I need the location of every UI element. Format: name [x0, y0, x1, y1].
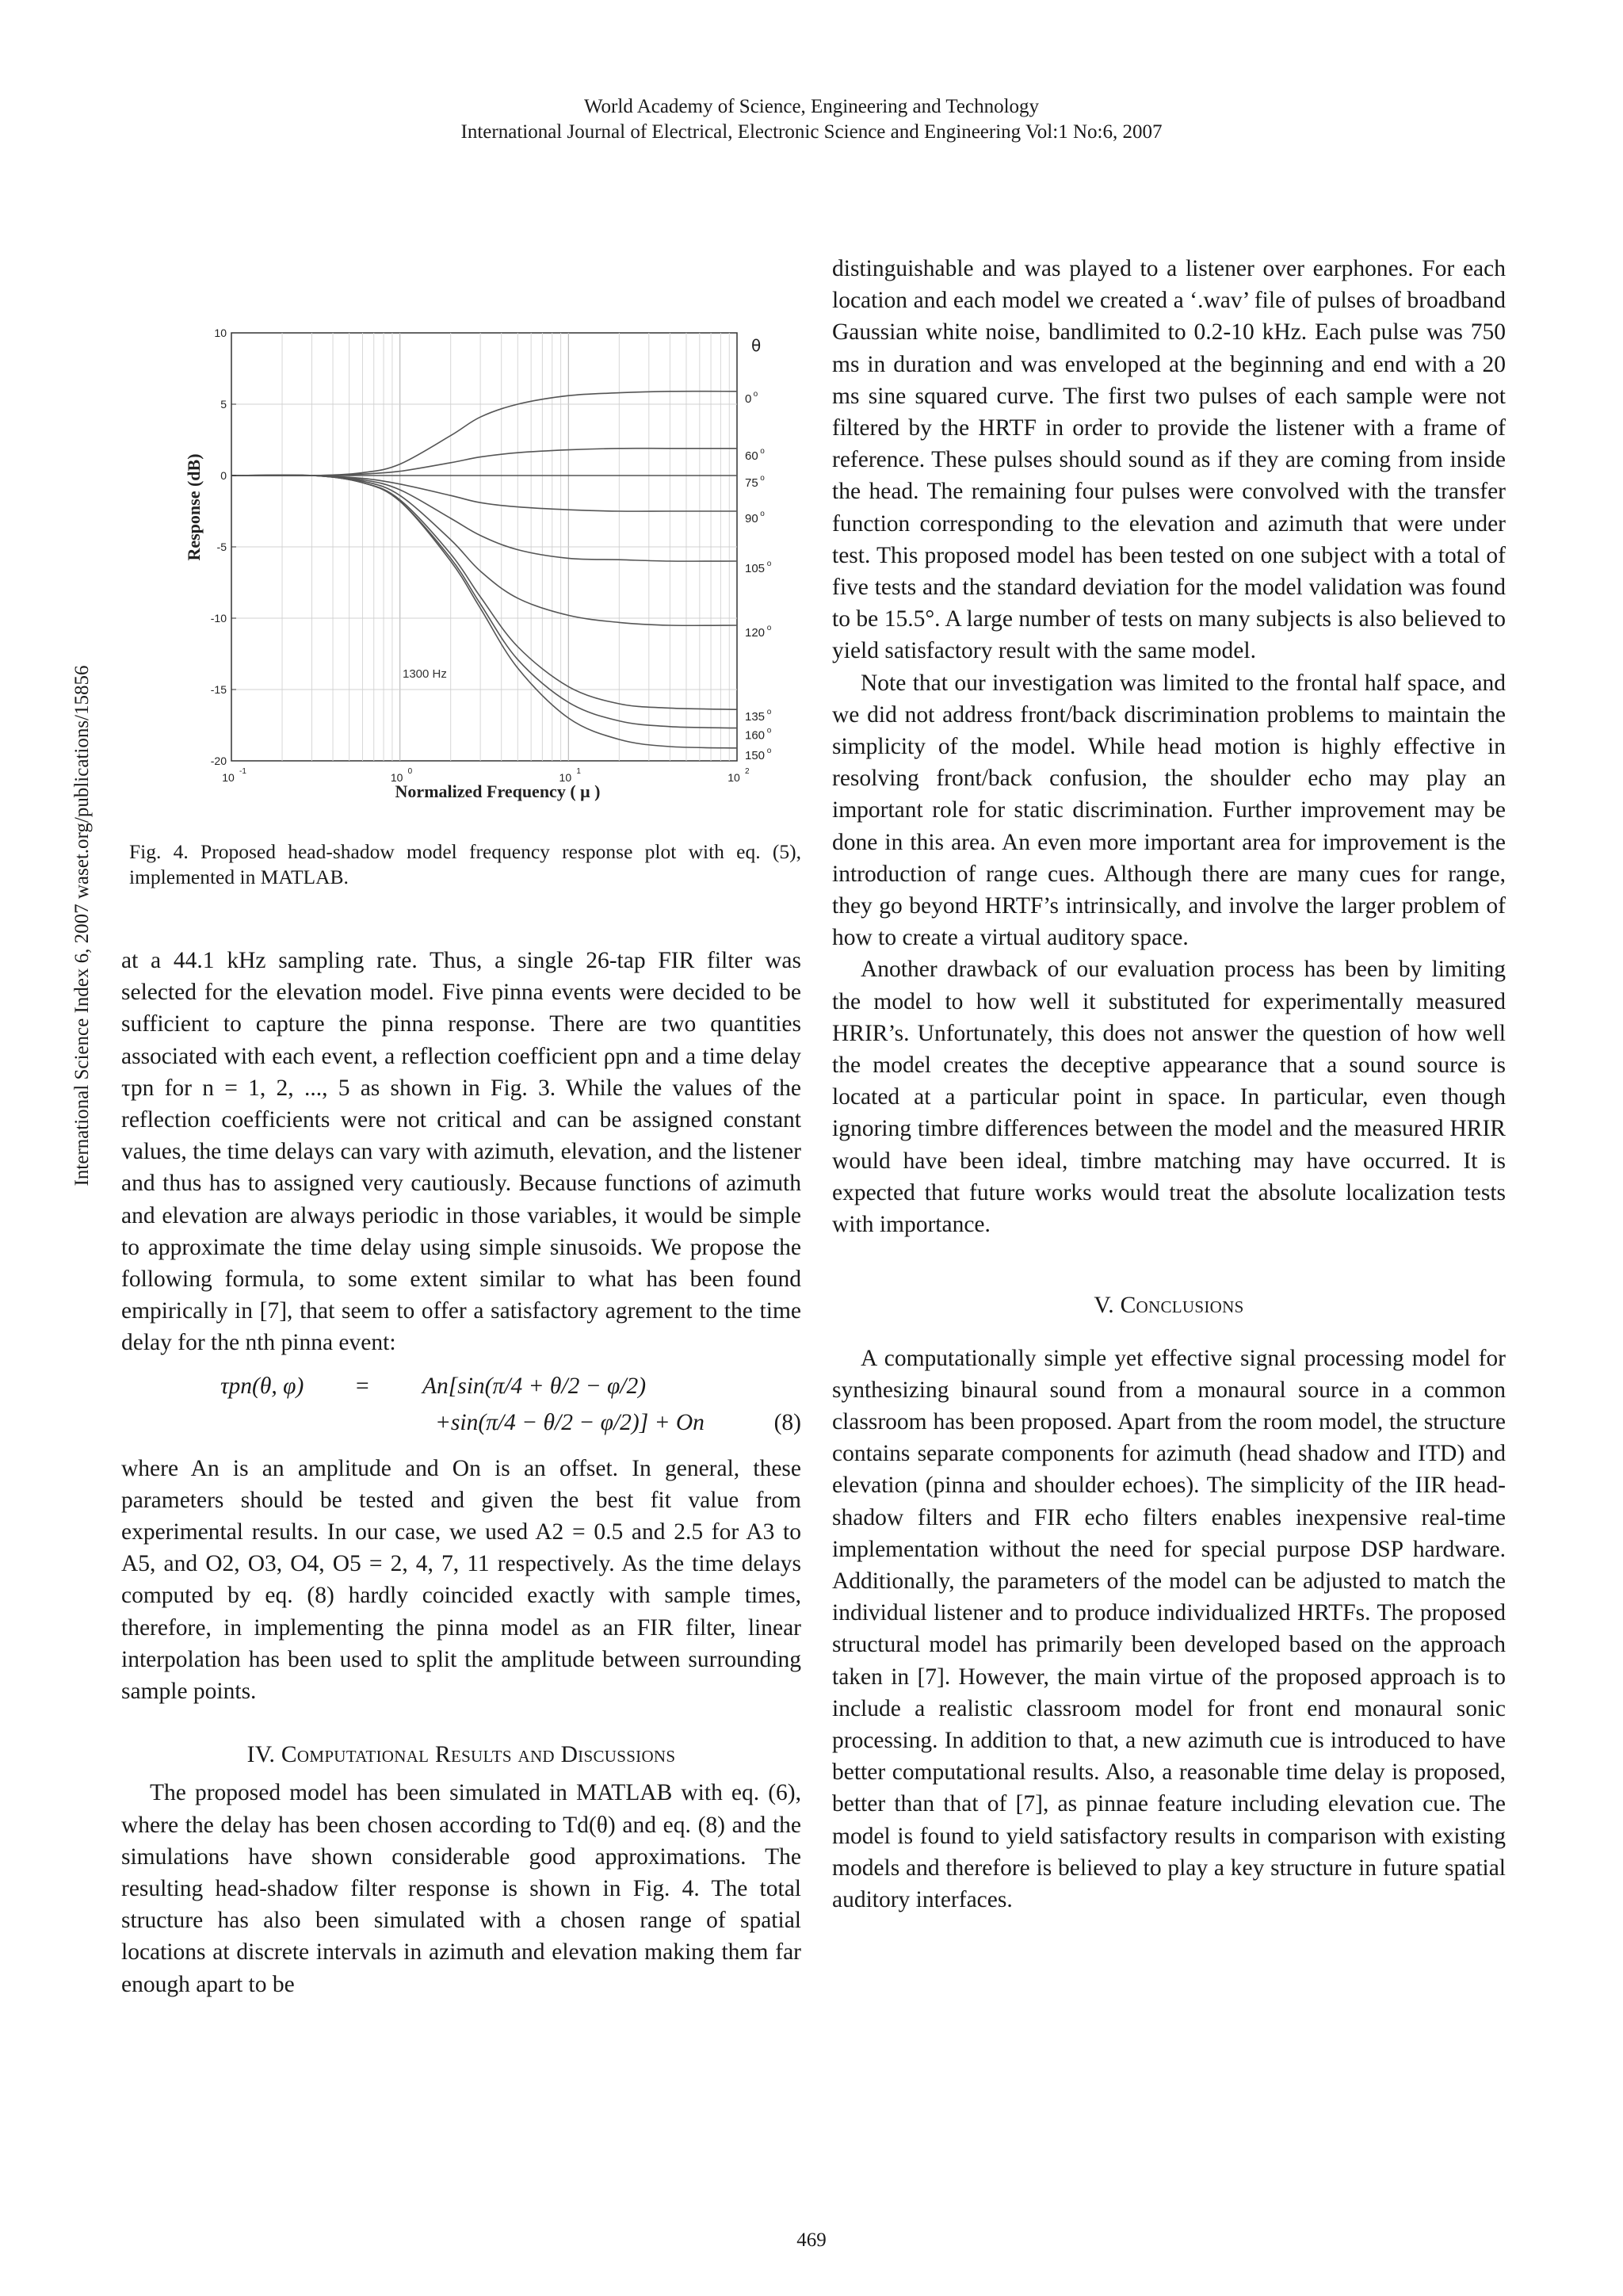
y-tick-label: 0 — [220, 469, 227, 482]
legend-degree-symbol: o — [760, 446, 765, 456]
section-heading-v: V. Conclusions — [1094, 1293, 1244, 1319]
journal-header-line2: International Journal of Electrical, Electronic Science and Engineering Vol:1 No:6, 2007 — [460, 121, 1163, 143]
right-p1-text: distinguishable and was played to a listener over earphones. For each location and each model we created a ‘.wav’ file of pulses of broadband Gaussian white noise, bandlimited to 0.2-10 kHz. Each pulse was 750 ms in duration and was enveloped at the beginning and end with a 20 ms sine squared curve. The first two pulses of each sample were not filtered by the HRTF in order to provide the listener with a frame of reference. These pulses should sound as if they are coming from inside the head. The remaining four pulses were convolved with the transfer function corresponding to the elevation and azimuth that were under test. This proposed model has been tested on one subject with a total of five tests and the standard deviation for the model validation was found to be 15.5°. A large number of tests on many subjects is also believed to yield satisfactory result with the same model. — [832, 256, 1506, 664]
legend-degree-symbol: o — [753, 389, 758, 399]
page-number: 469 — [796, 2229, 827, 2251]
right-paragraph-1 — [832, 253, 1506, 667]
right-p2-text: Note that our investigation was limited to the frontal half space, and we did not address front/back discrimination problems to maintain the simplicity of the model. While head motion is highly effective in resolving front/back confusion, the shoulder echo may play an important role for static discrimination. Further improvement may be done in this area. An even more important area for improvement is the introduction of range cues. Although there are many cues for range, they go beyond HRTF’s intrinsically, and involve the larger problem of how to create a virtual auditory space. — [832, 670, 1506, 951]
left-paragraph-1 — [121, 945, 801, 1359]
legend-theta-symbol: θ — [751, 336, 762, 355]
y-tick-label: 10 — [214, 327, 227, 339]
right-paragraph-2 — [832, 667, 1506, 954]
section-heading-iv: IV. Computational Results and Discussions — [246, 1742, 676, 1768]
x-tick-exponent: 2 — [745, 767, 750, 776]
left-p2-text: where An is an amplitude and On is an offset. In general, these parameters should be tested and given the best fit value from experimental results. In our case, we used A2 = 0.5 and 2.5 for A3 to A5, and O2, O3, O4, O5 = 2, 4, 7, 11 respectively. As the time delays computed by eq. (8) hardly coincided exactly with sample times, therefore, in implementing the pinna model as an FIR filter, linear interpolation has been used to split the amplitude between surrounding sample points. — [121, 1455, 801, 1705]
x-tick-label: 10 — [559, 771, 572, 784]
legend-label-60: 60 — [745, 449, 758, 463]
x-tick-exponent: 1 — [576, 767, 581, 776]
legend-degree-symbol: o — [760, 474, 765, 483]
equation-8 — [121, 1370, 801, 1448]
y-tick-label: -15 — [210, 683, 227, 696]
legend-label-75: 75 — [745, 476, 758, 490]
legend-label-160: 160 — [745, 728, 766, 743]
x-axis-label: Normalized Frequency ( μ ) — [395, 781, 601, 801]
right-p3-text: Another drawback of our evaluation process has been by limiting the model to how well it substituted for experimentally measured HRIR’s. Unfortunately, this does not answer the question of how well the model creates the deceptive appearance that a sound source is located at a particular point in space. In particular, even though ignoring timbre differences between the model and the measured HRIR would have been ideal, timbre matching may have occurred. It is expected that future works would treat the absolute localization tests with importance. — [832, 957, 1506, 1238]
legend-degree-symbol: o — [766, 726, 772, 735]
side-identifier: International Science Index 6, 2007 waset.org/publications/15856 — [71, 665, 93, 1186]
x-tick-exponent: 0 — [407, 767, 413, 776]
figure-caption: Fig. 4. Proposed head-shadow model frequency response plot with eq. (5), implemented in MATLAB. — [129, 840, 801, 888]
eq-number: (8) — [773, 1409, 801, 1435]
frequency-response-chart — [182, 317, 785, 824]
y-tick-label: -10 — [210, 612, 227, 625]
journal-header-line1: World Academy of Science, Engineering and Technology — [583, 96, 1040, 117]
legend-label-90: 90 — [745, 512, 758, 525]
right-p4-text: A computationally simple yet effective signal processing model for synthesizing binaural sound from a monaural source in a common classroom has been proposed. Apart from the room model, the structure contains separate components for azimuth (head shadow and ITD) and elevation (pinna and shoulder echoes). The simplicity of the IIR head-shadow filters and FIR echo filters enables inexpensive real-time implementation without the need for special purpose DSP hardware. Additionally, the parameters of the model can be adjusted to match the individual listener and to produce individualized HRTFs. The proposed structural model has primarily been developed based on the approach taken in [7]. However, the main virtue of the proposed approach is to include a realistic classroom model for front end monaural sonic processing. In addition to that, a new azimuth cue is introduced to have better computational results. Also, a reasonable time delay is proposed, better than that of [7], as pinnae feature including elevation cue. The model is found to yield satisfactory results in comparison with existing models and therefore is believed to play a key structure in future spatial auditory interfaces. — [832, 1345, 1506, 1912]
legend-label-105: 105 — [745, 562, 766, 575]
x-tick-label: 10 — [727, 771, 740, 784]
eq-rhs-line1: An[sin(π/4 + θ/2 − φ/2) — [422, 1373, 647, 1399]
left-column — [121, 945, 801, 2000]
legend-degree-symbol: o — [766, 624, 772, 632]
eq-rhs-line2: +sin(π/4 − θ/2 − φ/2)] + On — [435, 1409, 705, 1435]
legend-degree-symbol: o — [766, 746, 772, 755]
legend-degree-symbol: o — [760, 510, 765, 518]
right-paragraph-4 — [832, 1343, 1506, 1916]
legend-degree-symbol: o — [766, 708, 772, 717]
y-tick-label: -20 — [210, 755, 227, 767]
chart-grid — [231, 333, 737, 761]
left-paragraph-2 — [121, 1453, 801, 1708]
x-tick-label: 10 — [390, 771, 403, 784]
y-axis-label: Response (dB) — [184, 453, 204, 561]
legend-label-135: 135 — [745, 710, 766, 724]
right-column — [832, 253, 1506, 1916]
annotation-1300hz: 1300 Hz — [403, 667, 447, 681]
legend-label-0: 0 — [745, 392, 752, 406]
legend-label-120: 120 — [745, 626, 766, 640]
legend-label-150: 150 — [745, 748, 766, 762]
x-tick-label: 10 — [222, 771, 235, 784]
y-tick-label: -5 — [216, 541, 227, 553]
eq-lhs: τpn(θ, φ) — [220, 1373, 304, 1399]
eq-equals: = — [356, 1373, 369, 1399]
left-p1-text: at a 44.1 kHz sampling rate. Thus, a single 26-tap FIR filter was selected for the elevation model. Five pinna events were decided to be sufficient to capture the pinna response. There are two quantities associated with each event, a reflection coefficient ρpn and a time delay τpn for n = 1, 2, ..., 5 as shown in Fig. 3. While the values of the reflection coefficients were not critical and can be assigned constant values, the time delays can vary with azimuth, elevation, and the listener and thus has to assigned very cautiously. Because functions of azimuth and elevation are always periodic in those variables, it would be simple to approximate the time delay using simple sinusoids. We propose the following formula, to some extent similar to what has been found empirically in [7], that seem to offer a satisfactory agrement to the time delay for the nth pinna event: — [121, 948, 801, 1356]
x-tick-exponent: -1 — [239, 767, 246, 776]
y-tick-label: 5 — [220, 398, 227, 411]
right-paragraph-3 — [832, 953, 1506, 1240]
legend-degree-symbol: o — [766, 560, 772, 568]
left-p3-text: The proposed model has been simulated in MATLAB with eq. (6), where the delay has been chosen according to Td(θ) and eq. (8) and the simulations have shown considerable good approximations. The resulting head-shadow filter response is shown in Fig. 4. The total structure has also been simulated with a chosen range of spatial locations at discrete intervals in azimuth and elevation making them far enough apart to be — [121, 1780, 801, 1997]
left-paragraph-3 — [121, 1777, 801, 2000]
chart-legend — [745, 390, 772, 762]
